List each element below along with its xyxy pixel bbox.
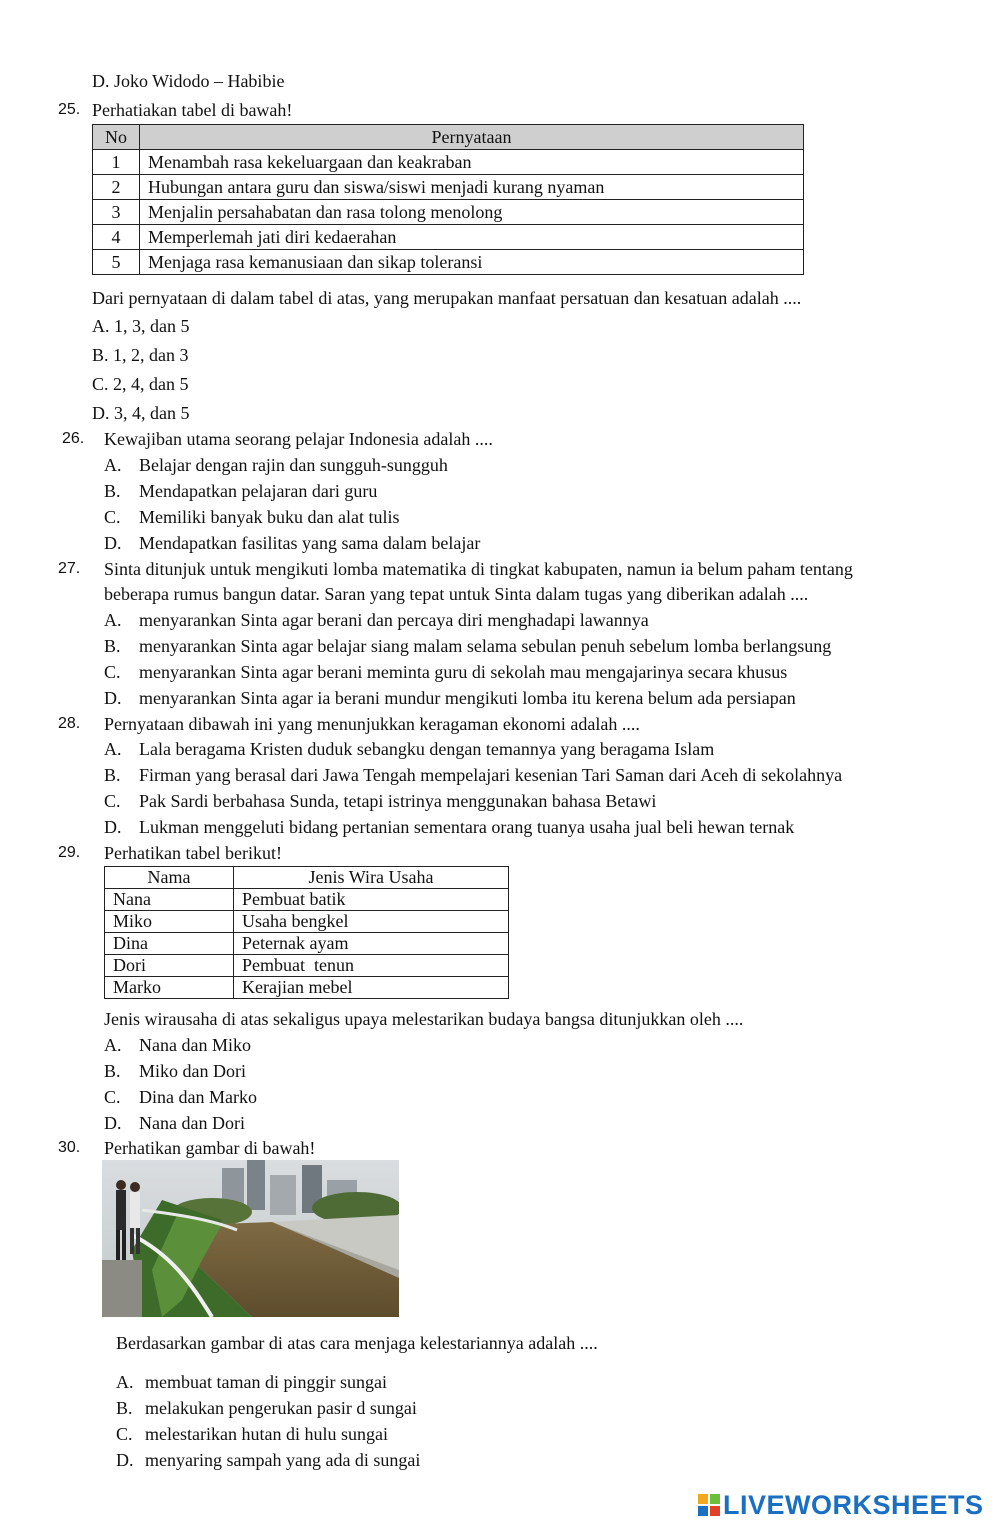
table-row [105, 955, 509, 977]
option-text: Dina dan Marko [139, 1087, 257, 1107]
q24-option-d: D. Joko Widodo – Habibie [92, 71, 285, 91]
q25-prompt: Perhatiakan tabel di bawah! [92, 100, 293, 120]
table-cell: Usaha bengkel [234, 911, 509, 933]
table-cell: Menambah rasa kekeluargaan dan keakraban [140, 150, 804, 175]
option-letter: A. [104, 739, 122, 759]
option-text: menyarankan Sinta agar ia berani mundur mengikuti lomba itu kerena belum ada persiapan [139, 688, 796, 708]
q26-number: 26. [62, 430, 85, 447]
option-letter: C. [104, 1087, 121, 1107]
option-text: Pak Sardi berbahasa Sunda, tetapi istrinya menggunakan bahasa Betawi [139, 791, 657, 811]
table-row [105, 889, 509, 911]
q29-question: Jenis wirausaha di atas sekaligus upaya melestarikan budaya bangsa ditunjukkan oleh .... [104, 1009, 744, 1029]
q25-option-d[interactable]: D. 3, 4, dan 5 [92, 403, 190, 423]
q25-question: Dari pernyataan di dalam tabel di atas, yang merupakan manfaat persatuan dan kesatuan adalah .... [92, 288, 802, 308]
q28-question: Pernyataan dibawah ini yang menunjukkan keragaman ekonomi adalah .... [104, 714, 640, 734]
option-letter: C. [104, 791, 121, 811]
option-text: Lukman menggeluti bidang pertanian sementara orang tuanya usaha jual beli hewan ternak [139, 817, 795, 837]
q30-question: Berdasarkan gambar di atas cara menjaga kelestariannya adalah .... [116, 1333, 598, 1353]
q26-question: Kewajiban utama seorang pelajar Indonesia adalah .... [104, 429, 493, 449]
option-text: Lala beragama Kristen duduk sebangku dengan temannya yang beragama Islam [139, 739, 715, 759]
q27-question-line1: Sinta ditunjuk untuk mengikuti lomba matematika di tingkat kabupaten, namun ia belum paham tentang [104, 559, 853, 579]
option-letter: D. [104, 533, 122, 553]
option-letter: C. [104, 507, 121, 527]
option-letter: D. [104, 817, 122, 837]
table-row [93, 250, 804, 275]
table-header-cell: Pernyataan [140, 125, 804, 150]
option-letter: B. [104, 636, 121, 656]
option-text: menyaring sampah yang ada di sungai [145, 1450, 421, 1470]
table-cell: Nana [105, 889, 234, 911]
q28-number: 28. [58, 715, 81, 732]
table-row [93, 175, 804, 200]
q25-option-a[interactable]: A. 1, 3, dan 5 [92, 316, 190, 336]
option-letter: D. [104, 1113, 122, 1133]
option-text: Memiliki banyak buku dan alat tulis [139, 507, 400, 527]
option-text: Miko dan Dori [139, 1061, 246, 1081]
q29-table [104, 866, 509, 999]
table-cell: Dori [105, 955, 234, 977]
option-letter: A. [104, 610, 122, 630]
table-cell: Hubungan antara guru dan siswa/siswi menjadi kurang nyaman [140, 175, 804, 200]
logo-grid-icon [697, 1493, 721, 1524]
table-cell: 1 [93, 150, 140, 175]
option-letter: B. [104, 481, 121, 501]
table-cell: Menjaga rasa kemanusiaan dan sikap toleransi [140, 250, 804, 275]
table-cell: Memperlemah jati diri kedaerahan [140, 225, 804, 250]
q25-option-c[interactable]: C. 2, 4, dan 5 [92, 374, 189, 394]
option-letter: D. [104, 688, 122, 708]
option-letter: A. [104, 455, 122, 475]
q27-question-line2: beberapa rumus bangun datar. Saran yang tepat untuk Sinta dalam tugas yang diberikan adalah .... [104, 584, 809, 604]
option-text: melakukan pengerukan pasir d sungai [145, 1398, 417, 1418]
table-cell: Peternak ayam [234, 933, 509, 955]
table-cell: Marko [105, 977, 234, 999]
q25-option-b[interactable]: B. 1, 2, dan 3 [92, 345, 189, 365]
table-cell: 4 [93, 225, 140, 250]
table-row [105, 977, 509, 999]
option-text: Mendapatkan pelajaran dari guru [139, 481, 378, 501]
option-letter: B. [116, 1398, 133, 1418]
table-cell: 5 [93, 250, 140, 275]
table-cell: Miko [105, 911, 234, 933]
option-text: Belajar dengan rajin dan sungguh-sungguh [139, 455, 448, 475]
table-cell: 3 [93, 200, 140, 225]
option-letter: A. [116, 1372, 134, 1392]
option-text: melestarikan hutan di hulu sungai [145, 1424, 388, 1444]
table-header-cell: Nama [105, 867, 234, 889]
option-text: menyarankan Sinta agar berani meminta guru di sekolah mau mengajarinya secara khusus [139, 662, 788, 682]
q25-table [92, 124, 804, 275]
option-text: Nana dan Dori [139, 1113, 245, 1133]
option-letter: C. [116, 1424, 133, 1444]
q27-number: 27. [58, 560, 81, 577]
option-letter: B. [104, 1061, 121, 1081]
q25-number: 25. [58, 101, 81, 118]
table-header-row [105, 867, 509, 889]
river-photo [102, 1160, 399, 1317]
table-row [105, 911, 509, 933]
table-cell: Menjalin persahabatan dan rasa tolong menolong [140, 200, 804, 225]
liveworksheets-logo [697, 1490, 984, 1520]
table-header-cell: Jenis Wira Usaha [234, 867, 509, 889]
table-row [105, 933, 509, 955]
option-text: menyarankan Sinta agar belajar siang malam selama sebulan penuh sebelum lomba berlangsung [139, 636, 832, 656]
option-letter: C. [104, 662, 121, 682]
table-cell: 2 [93, 175, 140, 200]
table-cell: Dina [105, 933, 234, 955]
table-row [93, 150, 804, 175]
table-row [93, 225, 804, 250]
q29-number: 29. [58, 844, 81, 861]
q30-number: 30. [58, 1139, 81, 1156]
option-letter: B. [104, 765, 121, 785]
table-cell: Pembuat tenun [234, 955, 509, 977]
logo-text: LIVEWORKSHEETS [723, 1490, 984, 1520]
table-cell: Kerajian mebel [234, 977, 509, 999]
option-text: menyarankan Sinta agar berani dan percaya diri menghadapi lawannya [139, 610, 649, 630]
option-text: Nana dan Miko [139, 1035, 251, 1055]
option-text: membuat taman di pinggir sungai [145, 1372, 387, 1392]
table-header-row [93, 125, 804, 150]
option-letter: D. [116, 1450, 134, 1470]
option-letter: A. [104, 1035, 122, 1055]
table-cell: Pembuat batik [234, 889, 509, 911]
q30-prompt: Perhatikan gambar di bawah! [104, 1138, 316, 1158]
q29-prompt: Perhatikan tabel berikut! [104, 843, 282, 863]
table-row [93, 200, 804, 225]
table-header-cell: No [93, 125, 140, 150]
option-text: Firman yang berasal dari Jawa Tengah mempelajari kesenian Tari Saman dari Aceh di sekolahnya [139, 765, 843, 785]
option-text: Mendapatkan fasilitas yang sama dalam belajar [139, 533, 481, 553]
